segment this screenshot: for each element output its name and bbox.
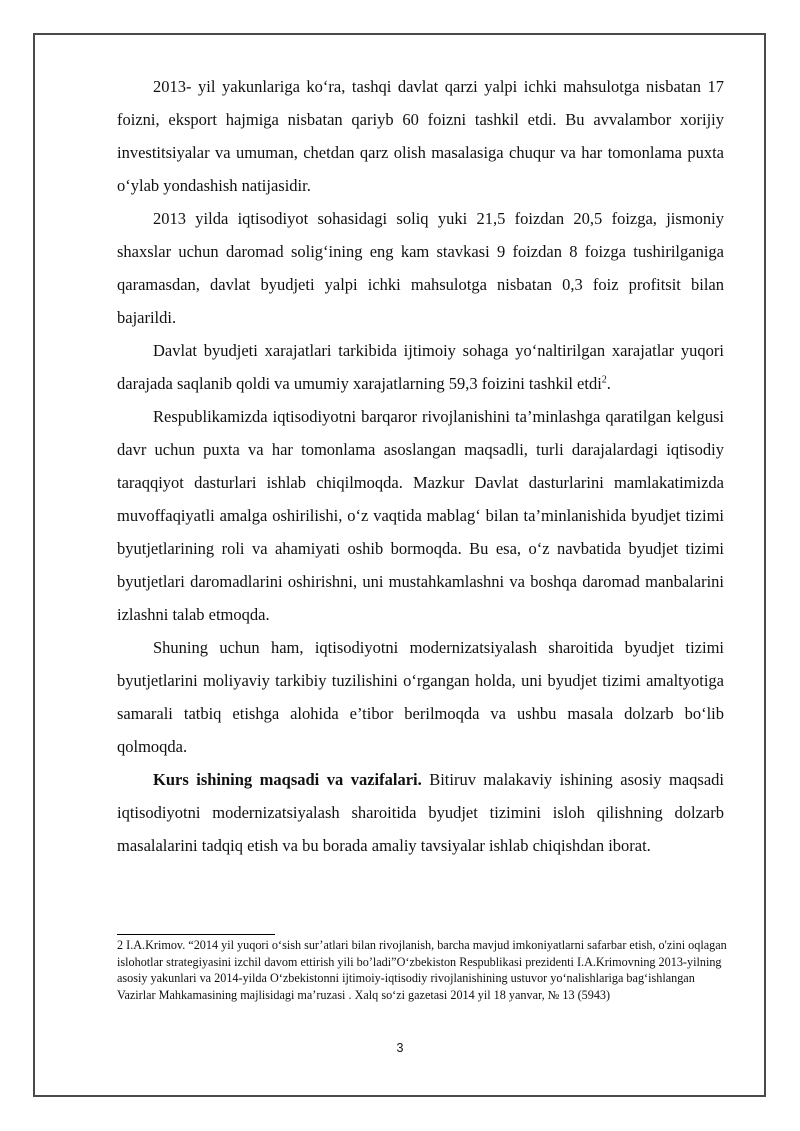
document-body — [117, 70, 724, 862]
section-heading-inline: Kurs ishining maqsadi va vazifalari. — [153, 770, 422, 789]
paragraph-2: 2013 yilda iqtisodiyot sohasidagi soliq yuki 21,5 foizdan 20,5 foizga, jismoniy shaxslar uchun daromad solig‘ining eng kam stavkasi 9 foizdan 8 foizga tushirilganiga qaramasdan, davlat byudjeti yalpi ichki mahsulotga nisbatan 0,3 foiz profitsit bilan bajarildi. — [117, 209, 724, 327]
paragraph-3-text: Davlat byudjeti xarajatlari tarkibida ijtimoiy sohaga yo‘naltirilgan xarajatlar yuqori darajada saqlanib qoldi va umumiy xarajatlarning 59,3 foizini tashkil etdi — [117, 341, 724, 393]
paragraph-1: 2013- yil yakunlariga ko‘ra, tashqi davlat qarzi yalpi ichki mahsulotga nisbatan 17 foizni, eksport hajmiga nisbatan qariyb 60 foizni tashkil etdi. Bu avvalambor xorijiy investitsiyalar va umuman, chetdan qarz olish masalasiga chuqur va har tomonlama puxta o‘ylab yondashish natijasidir. — [117, 77, 724, 195]
paragraph-3 — [117, 334, 724, 400]
footnote: 2 I.A.Krimov. “2014 yil yuqori o‘sish sur’atlari bilan rivojlanish, barcha mavjud imkoniyatlarni safarbar etish, o'zini oqlagan islohotlar strategiyasini izchil davom ettirish yili bo’ladi”O‘zbekiston Respublikasi prezidenti I.A.Krimovning 2013-yilning asosiy yakunlari va 2014-yilda O‘zbekistonni ijtimoiy-iqtisodiy rivojlanishining ustuvor yo‘nalishlariga bag‘ishlangan Vazirlar Mahkamasining majlisidagi ma’ruzasi . Xalq so‘zi gazetasi 2014 yil 18 yanvar, № 13 (5943) — [117, 938, 727, 1002]
page-number: 3 — [396, 1041, 404, 1055]
paragraph-3-end: . — [606, 374, 611, 393]
paragraph-6-text: Bitiruv malakaviy ishining asosiy maqsadi iqtisodiyotni modernizatsiyalash sharoitida byudjet tizimini isloh qilishning dolzarb masalalarini tadqiq etish va bu borada amaliy tavsiyalar ishlab chiqishdan iborat. — [117, 770, 724, 855]
footnote-reference: 2 — [601, 374, 607, 386]
footnote-separator — [117, 934, 275, 935]
paragraph-4: Respublikamizda iqtisodiyotni barqaror rivojlanishini ta’minlashga qaratilgan kelgusi davr uchun puxta va har tomonlama asoslangan maqsadli, turli darajalardagi iqtisodiy taraqqiyot dasturlari ishlab chiqilmoqda. Mazkur Davlat dasturlarini mamlakatimizda muvoffaqiyatli amalga oshirilishi, o‘z vaqtida mablag‘ bilan ta’minlanishida byudjet tizimi byutjetlarining roli va ahamiyati oshib bormoqda. Bu esa, o‘z navbatida byudjet tizimi byutjetlari daromadlarini oshirishni, uni mustahkamlashni va boshqa daromad manbalarini izlashni talab etmoqda. — [117, 407, 724, 624]
paragraph-6 — [117, 763, 724, 862]
paragraph-5: Shuning uchun ham, iqtisodiyotni modernizatsiyalash sharoitida byudjet tizimi byutjetlarini moliyaviy tarkibiy tuzilishini o‘rgangan holda, uni byudjet tizimi amaltyotiga samarali tatbiq etishga alohida e’tibor berilmoqda va ushbu masala dolzarb bo‘lib qolmoqda. — [117, 638, 724, 756]
